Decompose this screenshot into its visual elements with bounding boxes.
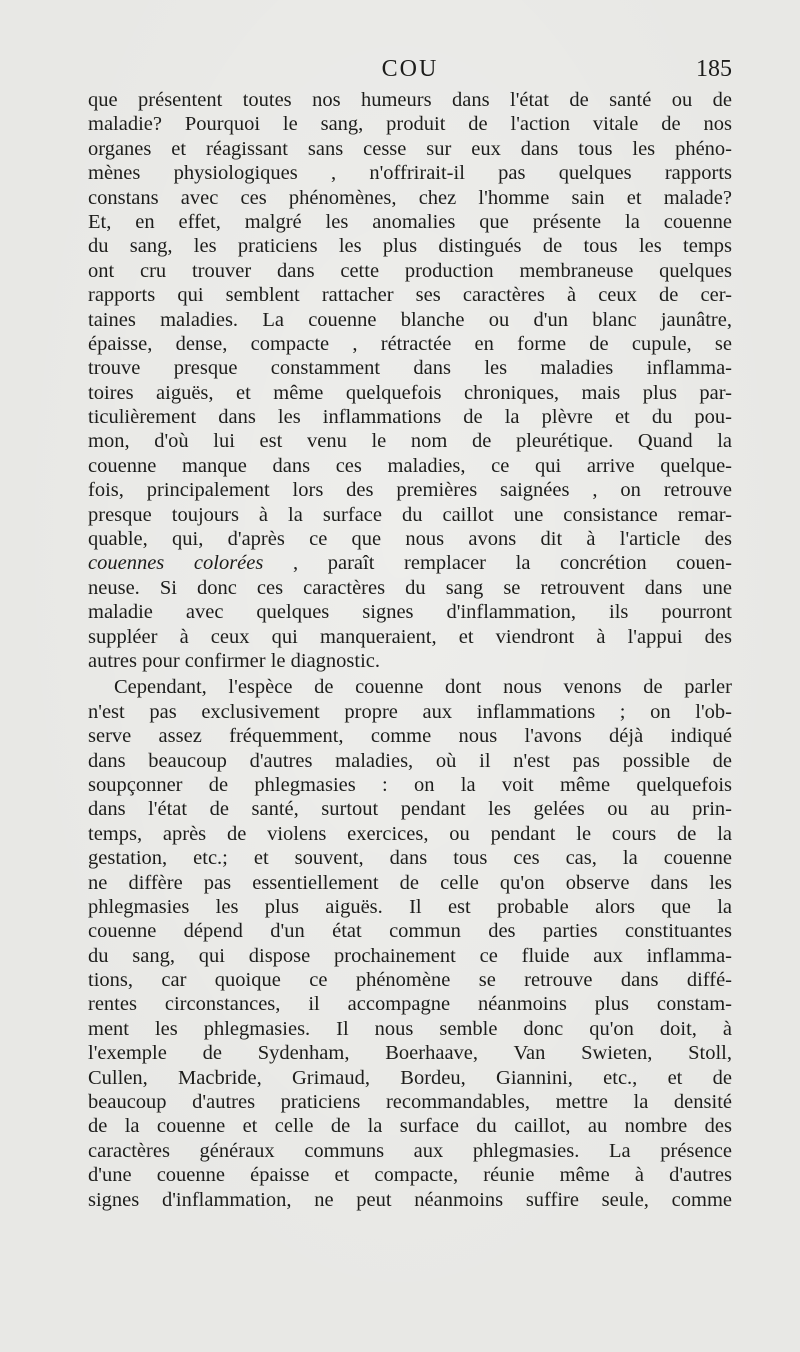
text-line: soupçonner de phlegmasies : on la voit même quelquefois [88, 773, 732, 796]
text-line: autres pour confirmer le diagnostic. [88, 649, 381, 672]
text-line: Cependant, l'espèce de couenne dont nous venons de parler [114, 676, 732, 699]
text-line: l'exemple de Sydenham, Boerhaave, Van Swieten, Stoll, [88, 1042, 732, 1065]
text-line: ont cru trouver dans cette production membraneuse quelques [88, 259, 732, 282]
text-line: signes d'inflammation, ne peut néanmoins suffire seule, comme [88, 1188, 732, 1211]
text-line: que présentent toutes nos humeurs dans l'état de santé ou de [88, 89, 732, 111]
text-line: constans avec ces phénomènes, chez l'homme sain et malade? [88, 186, 732, 209]
text-line: phlegmasies les plus aiguës. Il est probable alors que la [88, 895, 732, 918]
text-line: suppléer à ceux qui manqueraient, et viendront à l'appui des [88, 625, 732, 648]
text-line: presque toujours à la surface du caillot une consistance remar- [88, 503, 732, 526]
italic-term: couennes colorées [88, 552, 264, 575]
text-line: serve assez fréquemment, comme nous l'avons déjà indiqué [88, 725, 732, 748]
text-line: n'est pas exclusivement propre aux inflammations ; on l'ob- [88, 700, 732, 723]
text-line: maladie? Pourquoi le sang, produit de l'action vitale de nos [88, 113, 732, 136]
text-line: couenne dépend d'un état commun des parties constituantes [88, 920, 732, 943]
text-line: dans l'état de santé, surtout pendant les gelées ou au prin- [88, 798, 732, 821]
text-line: ment les phlegmasies. Il nous semble donc qu'on doit, à [88, 1017, 732, 1040]
running-head-title: COU [381, 56, 439, 82]
running-head [88, 56, 732, 86]
text-line: trouve presque constamment dans les maladies inflamma- [88, 357, 732, 380]
text-line: Et, en effet, malgré les anomalies que présente la couenne [88, 210, 732, 233]
text-line: organes et réagissant sans cesse sur eux dans tous les phéno- [88, 137, 732, 160]
text-line [88, 551, 732, 575]
text-line: Cullen, Macbride, Grimaud, Bordeu, Giannini, etc., et de [88, 1066, 732, 1089]
text-line: quable, qui, d'après ce que nous avons dit à l'article des [88, 528, 732, 551]
text-line: rapports qui semblent rattacher ses caractères à ceux de cer- [88, 284, 732, 307]
text-line: tions, car quoique ce phénomène se retrouve dans diffé- [88, 969, 732, 992]
text-line: du sang, qui dispose prochainement ce fluide aux inflamma- [88, 944, 732, 967]
text-line: ne diffère pas essentiellement de celle qu'on observe dans les [88, 871, 732, 894]
text-line: neuse. Si donc ces caractères du sang se retrouvent dans une [88, 576, 732, 599]
text-line: maladie avec quelques signes d'inflammation, ils pourront [88, 601, 732, 624]
text-line: taines maladies. La couenne blanche ou d'un blanc jaunâtre, [88, 308, 732, 331]
text-line: épaisse, dense, compacte , rétractée en forme de cupule, se [88, 332, 732, 355]
text-line: d'une couenne épaisse et compacte, réunie même à d'autres [88, 1164, 732, 1187]
text-line: fois, principalement lors des premières saignées , on retrouve [88, 479, 732, 502]
text-line: rentes circonstances, il accompagne néanmoins plus constam- [88, 993, 732, 1016]
text-fragment: , paraît remplacer la concrétion couen- [263, 552, 732, 575]
text-line: de la couenne et celle de la surface du caillot, au nombre des [88, 1115, 732, 1138]
text-line: beaucoup d'autres praticiens recommandables, mettre la densité [88, 1091, 732, 1114]
text-line: ticulièrement dans les inflammations de la plèvre et du pou- [88, 406, 732, 429]
text-line: couenne manque dans ces maladies, ce qui arrive quelque- [88, 454, 732, 477]
text-line: dans beaucoup d'autres maladies, où il n'est pas possible de [88, 749, 732, 772]
text-line: du sang, les praticiens les plus distingués de tous les temps [88, 235, 732, 258]
text-line: toires aiguës, et même quelquefois chroniques, mais plus par- [88, 381, 732, 404]
page-number: 185 [696, 56, 732, 82]
body-text [88, 88, 732, 1212]
text-line: mon, d'où lui est venu le nom de pleurétique. Quand la [88, 430, 732, 453]
text-line: caractères généraux communs aux phlegmasies. La présence [88, 1139, 732, 1162]
text-line: mènes physiologiques , n'offrirait-il pas quelques rapports [88, 162, 732, 185]
text-line: temps, après de violens exercices, ou pendant le cours de la [88, 822, 732, 845]
text-line: gestation, etc.; et souvent, dans tous ces cas, la couenne [88, 847, 732, 870]
